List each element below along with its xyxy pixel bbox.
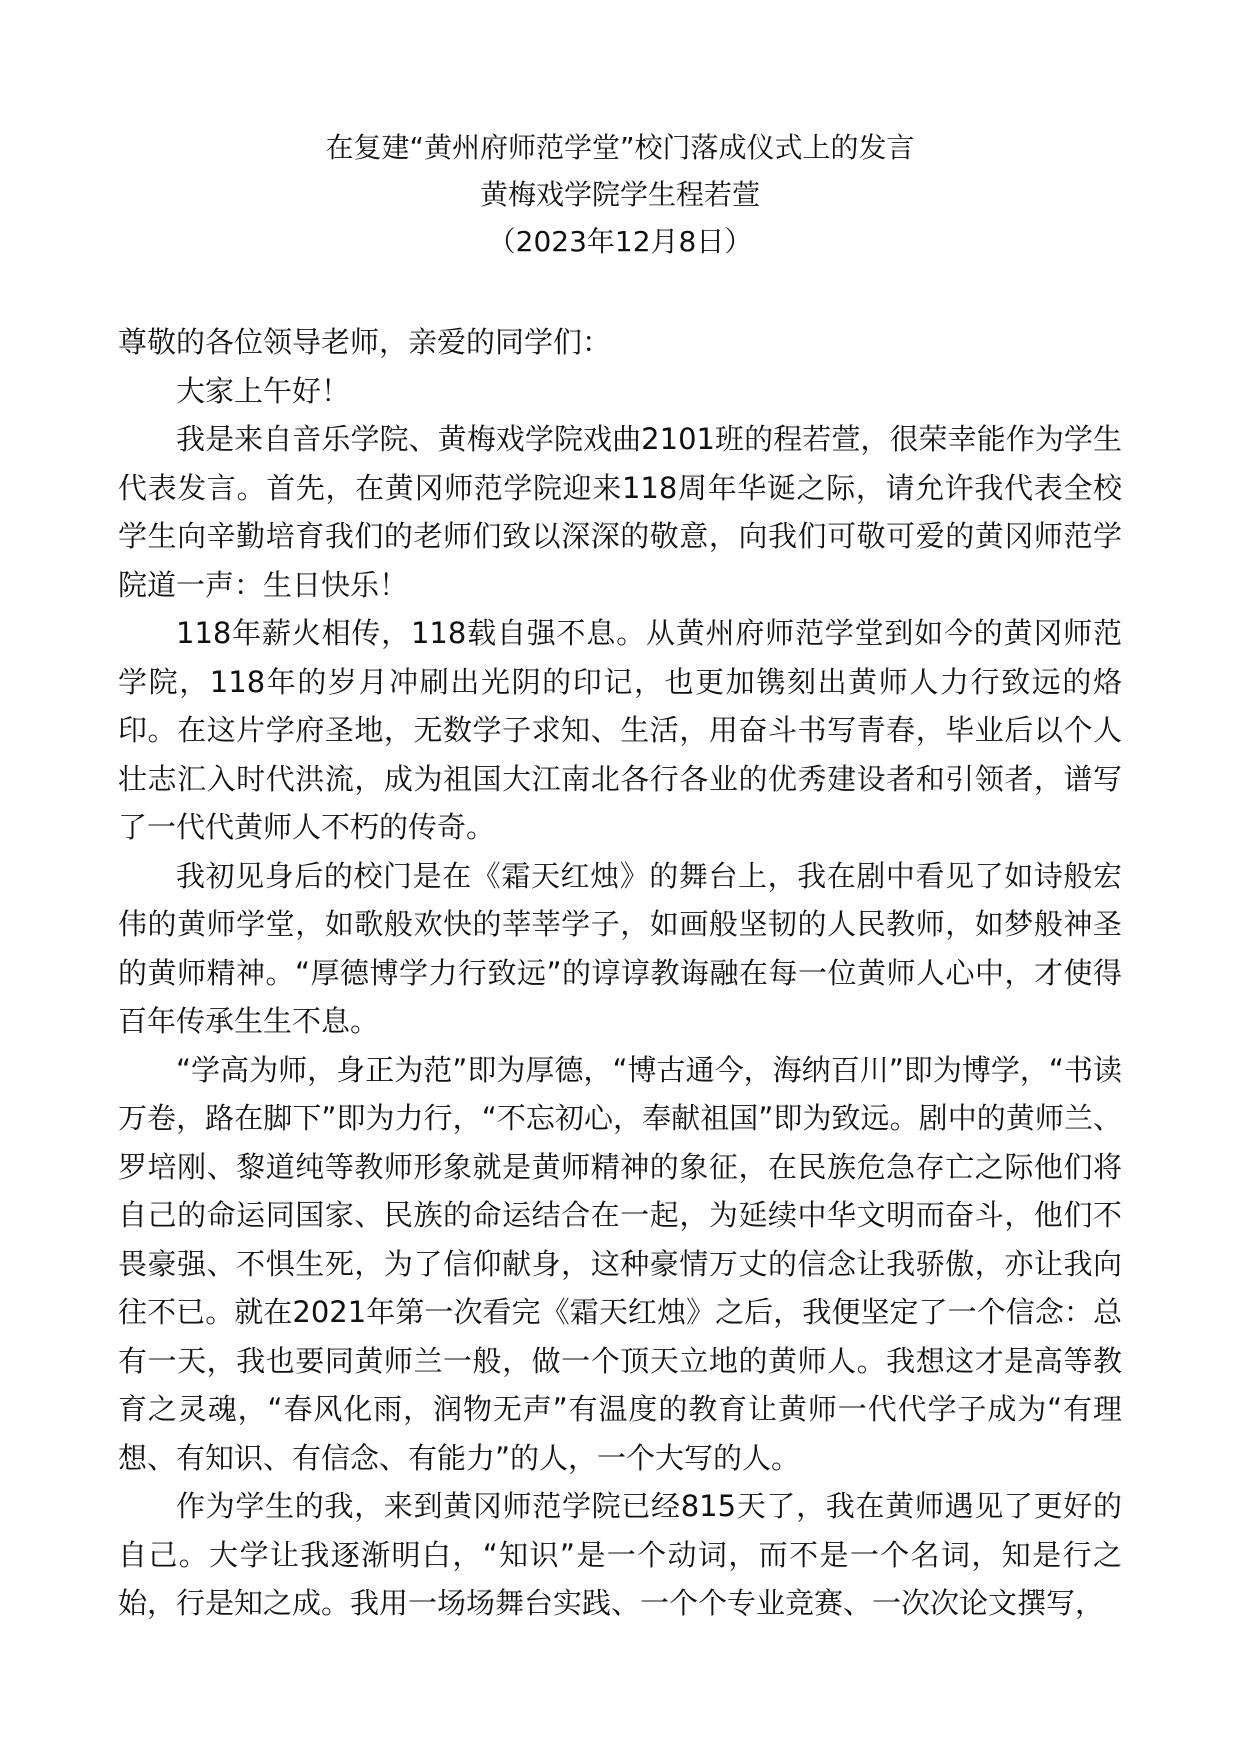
speech-body [118,318,1122,1628]
paragraph-student-life: 作为学生的我，来到黄冈师范学院已经815天了，我在黄师遇见了更好的自己。大学让我逐渐明白，“知识”是一个动词，而不是一个名词，知是行之始，行是知之成。我用一场场舞台实践、一个个专业竞赛、一次次论文撰写， [118,1489,1122,1620]
paragraph-introduction: 我是来自音乐学院、黄梅戏学院戏曲2101班的程若萱，很荣幸能作为学生代表发言。首先，在黄冈师范学院迎来118周年华诞之际，请允许我代表全校学生向辛勤培育我们的老师们致以深深的敬意，向我们可敬可爱的黄冈师范学院道一声：生日快乐！ [118,422,1122,602]
speaker-line: 黄梅戏学院学生程若萱 [479,178,760,211]
paragraph-history: 118年薪火相传，118载自强不息。从黄州府师范学堂到如今的黄冈师范学院，118年的岁月冲刷出光阴的印记，也更加镌刻出黄师人力行致远的烙印。在这片学府圣地，无数学子求知、生活，用奋斗书写青春，毕业后以个人壮志汇入时代洪流，成为祖国大江南北各行各业的优秀建设者和引领者，谱写了一代代黄师人不朽的传奇。 [118,616,1122,844]
paragraph-drama: 我初见身后的校门是在《霜天红烛》的舞台上，我在剧中看见了如诗般宏伟的黄师学堂，如歌般欢快的莘莘学子，如画般坚韧的人民教师，如梦般神圣的黄师精神。“厚德博学力行致远”的谆谆教诲融在每一位黄师人心中，才使得百年传承生生不息。 [118,858,1122,1038]
speech-title: 在复建“黄州府师范学堂”校门落成仪式上的发言 [325,131,915,164]
salutation: 尊敬的各位领导老师，亲爱的同学们： [118,325,612,359]
title-block [0,124,1240,265]
paragraph-greeting: 大家上午好！ [176,373,351,408]
paragraph-motto: “学高为师，身正为范”即为厚德，“博古通今，海纳百川”即为博学，“书读万卷，路在脚下”即为力行，“不忘初心，奉献祖国”即为致远。剧中的黄师兰、罗培刚、黎道纯等教师形象就是黄师精神的象征，在民族危急存亡之际他们将自己的命运同国家、民族的命运结合在一起，为延续中华文明而奋斗，他们不畏豪强、不惧生死，为了信仰献身，这种豪情万丈的信念让我骄傲，亦让我向往不已。就在2021年第一次看完《霜天红烛》之后，我便坚定了一个信念：总有一天，我也要同黄师兰一般，做一个顶天立地的黄师人。我想这才是高等教育之灵魂，“春风化雨，润物无声”有温度的教育让黄师一代代学子成为“有理想、有知识、有信念、有能力”的人，一个大写的人。 [118,1052,1122,1475]
date-line: （2023年12月8日） [487,225,753,258]
